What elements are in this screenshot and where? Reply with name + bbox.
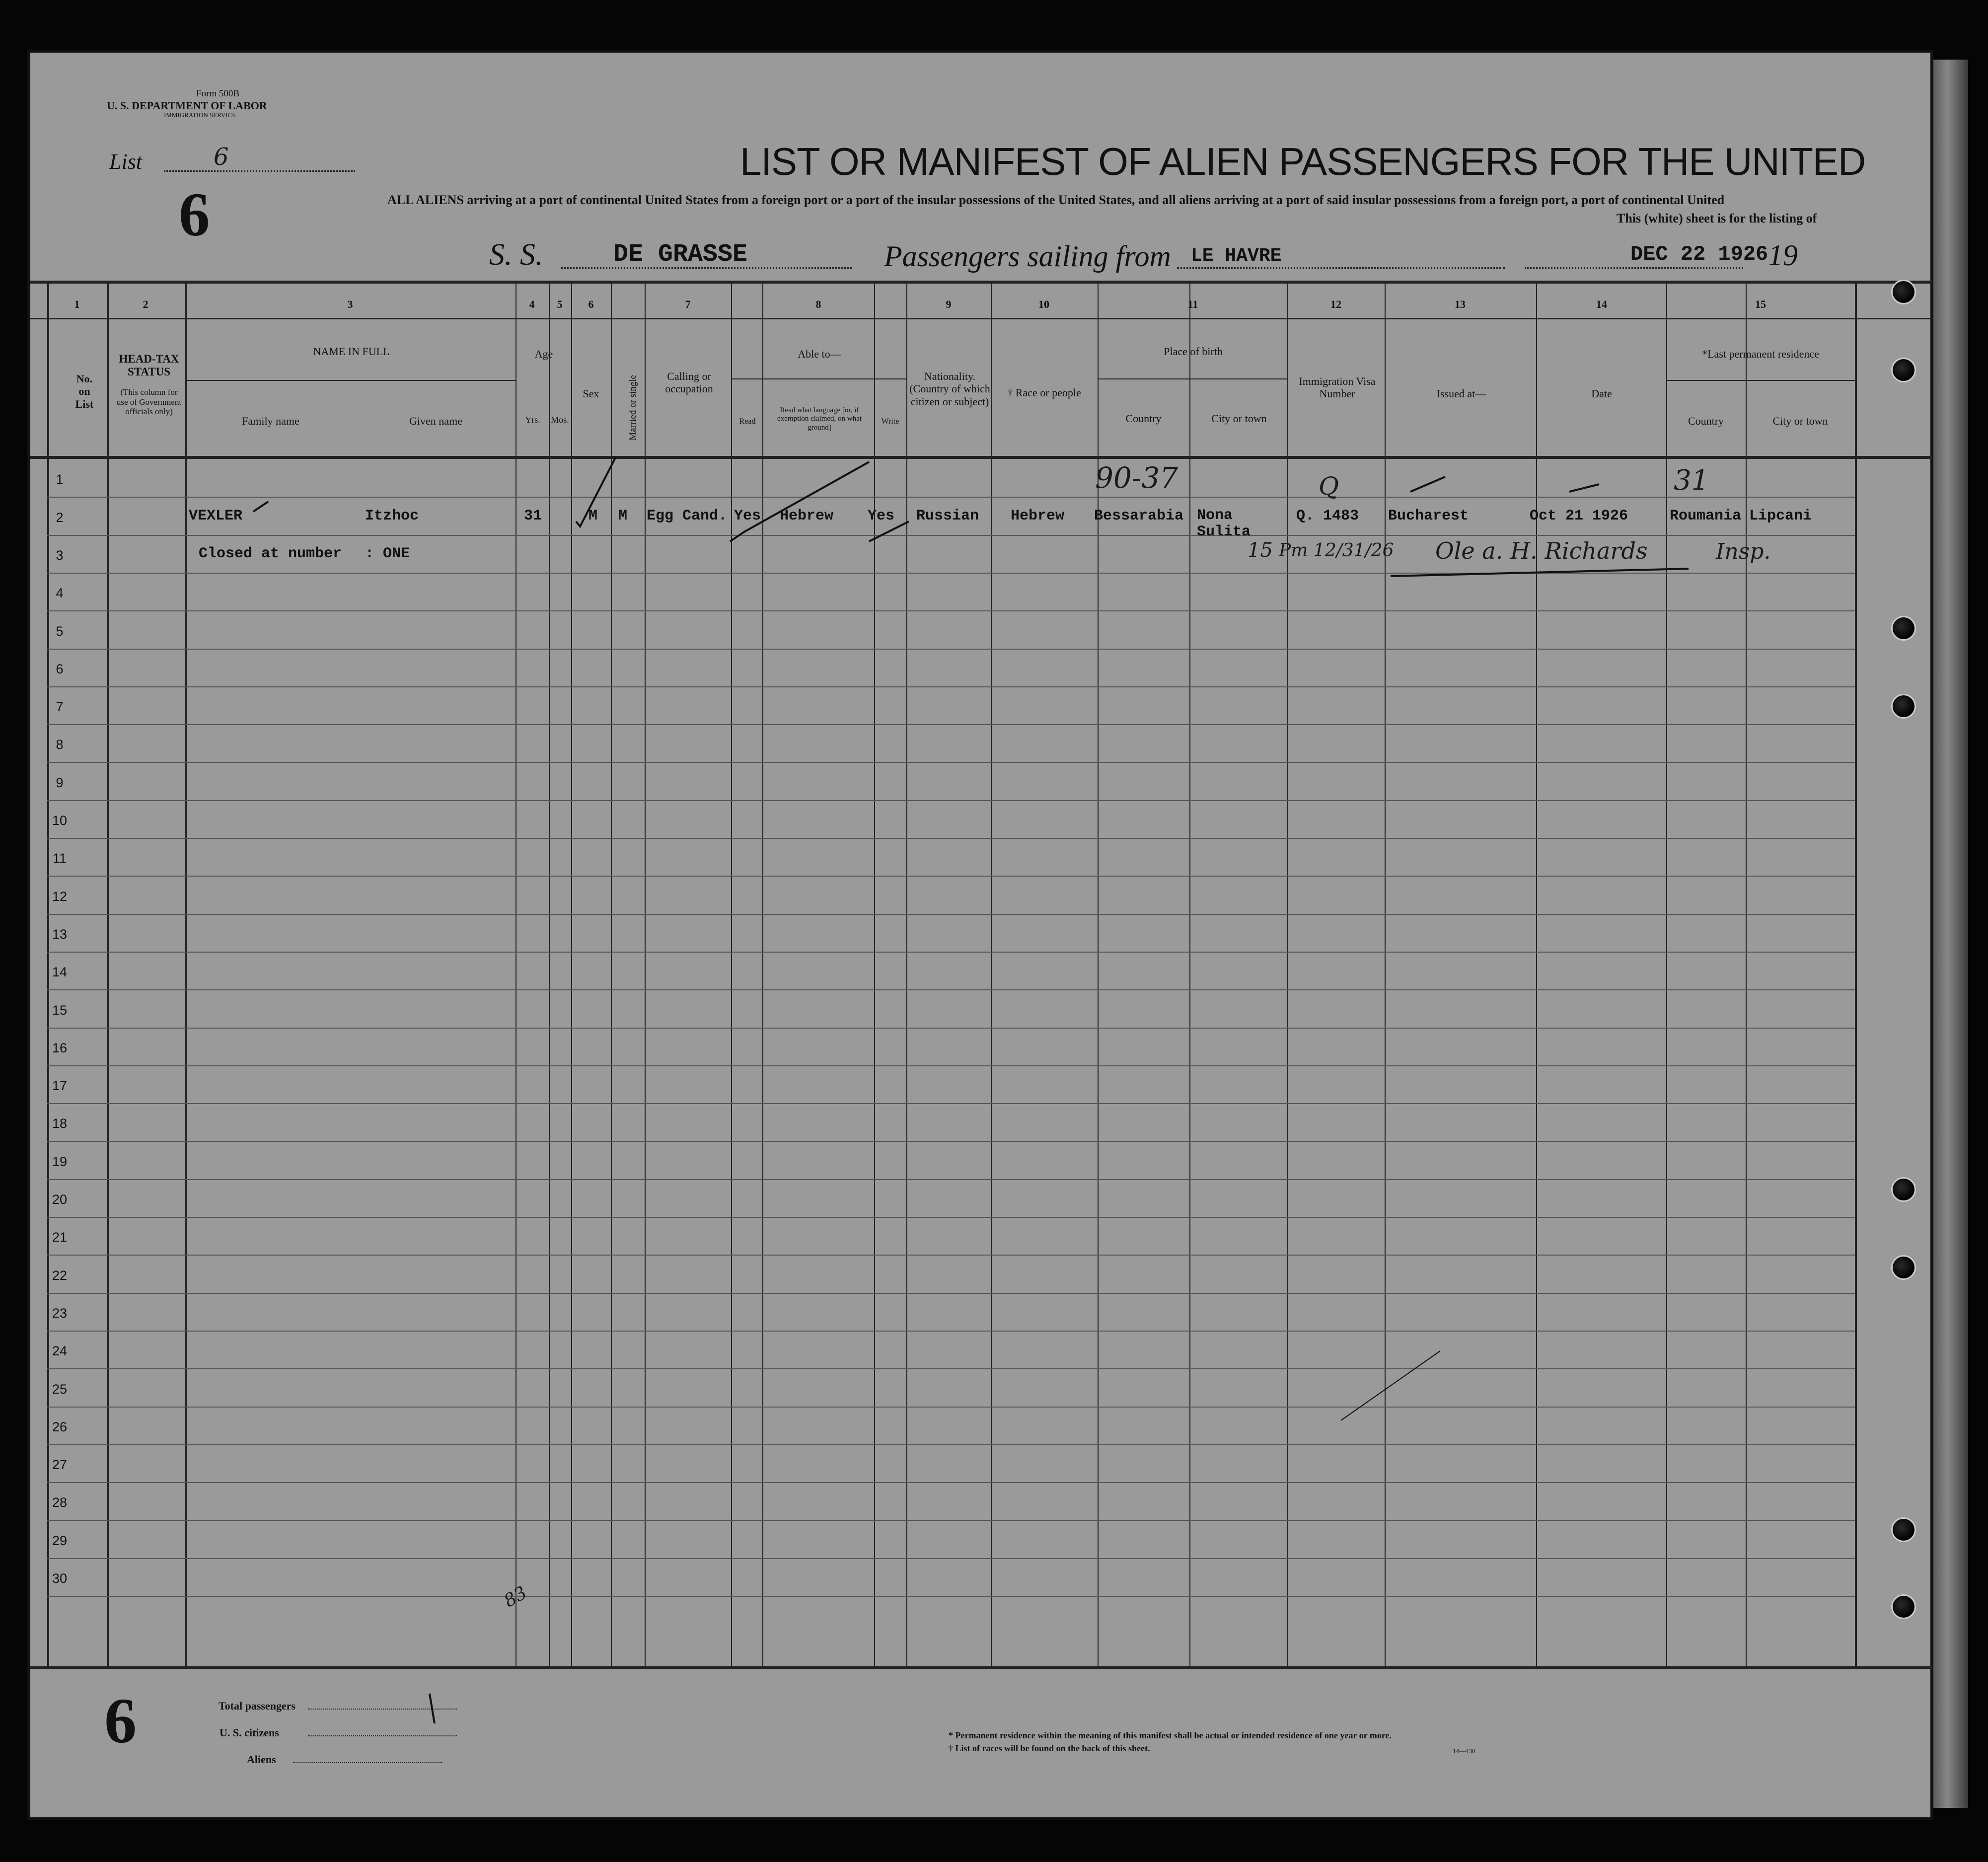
row1-birth-country: Bessarabia: [1094, 508, 1184, 524]
row1-write: Yes: [868, 508, 895, 524]
column-number: 4: [529, 298, 535, 310]
total-line: [308, 1709, 457, 1710]
column-number: 11: [1187, 298, 1198, 310]
footer-big-number: 6: [104, 1685, 137, 1757]
header-read-language: Read what language [or, if exemption claimed, on what ground]: [777, 406, 862, 432]
header-no-on-list: No. on List: [75, 372, 94, 410]
column-number: 7: [685, 298, 691, 310]
header-given-name: Given name: [409, 415, 462, 427]
row1-language: Hebrew: [780, 508, 834, 524]
row2-closed-label: Closed at number: [199, 545, 342, 562]
header-name-in-full: NAME IN FULL: [313, 345, 390, 358]
row1-birth-city: Nona Sulita: [1197, 507, 1251, 540]
row-number: 10: [52, 813, 68, 828]
row-number: 27: [52, 1457, 68, 1472]
row1-age: 31: [524, 508, 542, 524]
header-yrs: Yrs.: [525, 415, 540, 425]
ship-name: DE GRASSE: [613, 240, 748, 269]
row1-read: Yes: [734, 508, 761, 524]
row1-family-name: VEXLER: [189, 508, 243, 524]
header-res-city: City or town: [1772, 415, 1828, 427]
row-number: 19: [52, 1154, 68, 1169]
header-calling: Calling or occupation: [665, 370, 713, 395]
year-prefix: 19: [1768, 239, 1798, 272]
column-number: 2: [143, 298, 148, 310]
header-head-tax-note: (This column for use of Government officials only): [116, 387, 182, 417]
row-number: 21: [52, 1230, 68, 1245]
date-tick: [1569, 484, 1599, 492]
row-number: 6: [56, 662, 64, 676]
header-read: Read: [739, 417, 756, 426]
row-number: 9: [56, 775, 64, 790]
row-number: 8: [56, 737, 64, 752]
footer-us-citizens: U. S. citizens: [220, 1726, 279, 1739]
row-number: 16: [52, 1041, 68, 1055]
stray-mark: [1341, 1351, 1440, 1420]
header-age: Age: [534, 348, 553, 360]
annotation-residence: 31: [1674, 464, 1709, 497]
header-birth-country: Country: [1125, 412, 1162, 425]
header-able-to: Able to—: [798, 348, 841, 360]
binder-hole: [1891, 280, 1916, 304]
binder-hole: [1891, 1517, 1916, 1542]
row1-res-city: Lipcani: [1749, 508, 1812, 524]
header-nationality: Nationality. (Country of which citizen or subject): [909, 370, 990, 408]
aliens-line: [293, 1762, 442, 1763]
list-label: List: [109, 149, 143, 174]
header-family-name: Family name: [242, 415, 299, 427]
sailing-label: Passengers sailing from: [884, 240, 1171, 273]
row1-date: Oct 21 1926: [1530, 508, 1628, 524]
header-write: Write: [881, 417, 899, 426]
date-stamp: DEC 22 1926: [1630, 242, 1768, 266]
binder-hole: [1891, 694, 1916, 719]
row-number: 13: [52, 927, 68, 942]
column-number: 10: [1038, 298, 1049, 310]
header-head-tax: HEAD-TAX STATUS: [119, 353, 179, 378]
ss-label: S. S.: [489, 238, 543, 272]
list-big-number: 6: [179, 181, 210, 249]
binder-hole: [1891, 1177, 1916, 1202]
footer-note-residence: * Permanent residence within the meaning of this manifest shall be actual or intended residence of one year or more.: [949, 1730, 1392, 1740]
inspector-title: Insp.: [1716, 539, 1771, 564]
row-number: 29: [52, 1533, 68, 1548]
column-number: 5: [557, 298, 563, 310]
row1-sex: M: [589, 508, 598, 524]
row-number: 23: [52, 1306, 68, 1321]
row1-res-country: Roumania: [1670, 508, 1742, 524]
name-tick: [253, 502, 268, 512]
departure-port: LE HAVRE: [1191, 245, 1282, 267]
row-number: 7: [56, 699, 64, 714]
row-number: 3: [56, 548, 64, 563]
binder-hole: [1891, 1594, 1916, 1619]
header-race: † Race or people: [1007, 386, 1081, 399]
header-birth-city: City or town: [1211, 412, 1267, 425]
column-number: 14: [1596, 298, 1607, 310]
header-place-of-birth: Place of birth: [1164, 345, 1223, 358]
row1-issued-at: Bucharest: [1388, 508, 1469, 524]
header-last-residence: *Last permanent residence: [1702, 348, 1819, 360]
footer-note-races: † List of races will be found on the back of this sheet.: [949, 1743, 1150, 1753]
age-check-mark: [576, 457, 616, 526]
footer-total-passengers: Total passengers: [219, 1700, 296, 1712]
page-title: LIST OR MANIFEST OF ALIEN PASSENGERS FOR THE UNITED: [740, 140, 1866, 183]
row-number: 5: [56, 624, 64, 639]
column-number: 13: [1455, 298, 1466, 310]
citizens-line: [308, 1735, 457, 1736]
row-number: 14: [52, 965, 68, 979]
row-number: 1: [56, 472, 64, 487]
header-married: Married or single: [628, 374, 639, 441]
row-number: 20: [52, 1192, 68, 1207]
row-number: 26: [52, 1419, 68, 1434]
row-number: 12: [52, 889, 68, 904]
column-number: 9: [946, 298, 952, 310]
row-number: 22: [52, 1268, 68, 1283]
instructions-text: ALL ALIENS arriving at a port of continental United States from a foreign port or a port of the insular possessions of the United States, and all aliens arriving at a port of said insular possessions from a foreign port, a port of continental United: [387, 193, 1725, 207]
row-number: 2: [56, 510, 64, 525]
header-date: Date: [1591, 387, 1612, 400]
row-number: 25: [52, 1382, 68, 1397]
row-number: 24: [52, 1343, 68, 1358]
header-visa: Immigration Visa Number: [1299, 375, 1376, 400]
column-number: 1: [74, 298, 80, 310]
header-res-country: Country: [1688, 415, 1724, 427]
row-number: 11: [52, 851, 67, 866]
annotation-visa: Q: [1319, 472, 1339, 501]
row1-visa: Q. 1483: [1296, 508, 1359, 524]
column-number: 12: [1330, 298, 1341, 310]
write-check-mark: [869, 521, 909, 541]
row-number: 4: [56, 586, 64, 600]
row1-married: M: [618, 508, 628, 524]
row1-nationality: Russian: [916, 508, 979, 524]
annotation-birth: 90-37: [1095, 461, 1178, 495]
instructions-tail: This (white) sheet is for the listing of: [1617, 211, 1817, 225]
issued-tick: [1410, 477, 1445, 492]
department-label: U. S. DEPARTMENT OF LABOR: [107, 99, 267, 112]
header-sex: Sex: [583, 387, 599, 400]
binder-hole: [1891, 358, 1916, 382]
row-number: 15: [52, 1003, 68, 1018]
column-number: 3: [347, 298, 353, 310]
annotation-row2-a: 15: [1248, 539, 1273, 562]
column-number: 8: [815, 298, 821, 310]
row-number: 18: [52, 1116, 68, 1131]
inspector-signature: Ole a. H. Richards: [1435, 537, 1648, 564]
read-check-mark: [730, 462, 869, 541]
row1-calling: Egg Cand.: [647, 508, 728, 524]
row-number: 28: [52, 1495, 68, 1510]
binder-hole: [1891, 616, 1916, 641]
row-number: 17: [52, 1078, 68, 1093]
column-number: 15: [1755, 298, 1766, 310]
row1-race: Hebrew: [1011, 508, 1065, 524]
footer-print-code: 14—430: [1453, 1747, 1475, 1755]
header-issued-at: Issued at—: [1436, 387, 1486, 400]
row2-closed-value: : ONE: [365, 545, 410, 562]
row-number: 30: [52, 1571, 68, 1586]
binder-hole: [1891, 1255, 1916, 1280]
signature-underline: [1391, 569, 1689, 576]
form-number: Form 500B: [196, 88, 240, 99]
header-mos: Mos.: [551, 415, 569, 425]
row1-given-name: Itzhoc: [365, 508, 419, 524]
annotation-row30: 83: [500, 1582, 530, 1612]
annotation-row2-b: Pm 12/31/26: [1279, 540, 1394, 561]
footer-aliens: Aliens: [247, 1753, 276, 1766]
service-label: IMMIGRATION SERVICE: [164, 111, 236, 119]
list-number-handwritten: 6: [214, 143, 229, 171]
column-number: 6: [588, 298, 594, 310]
